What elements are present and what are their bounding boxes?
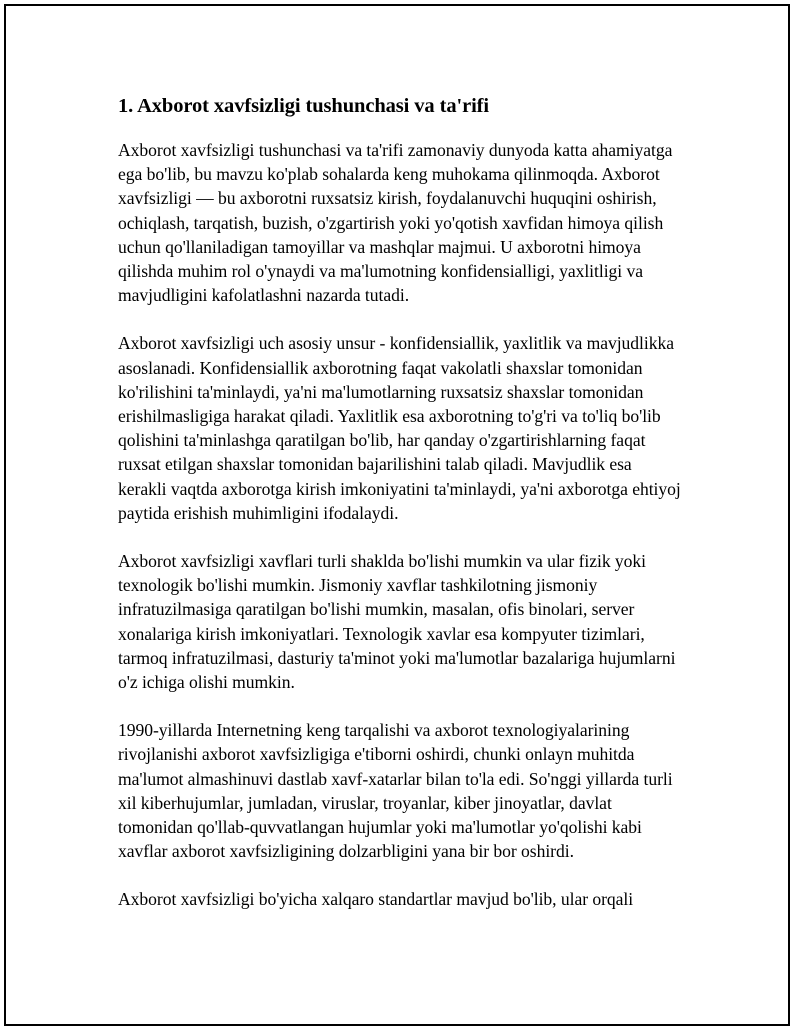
document-body <box>118 92 684 936</box>
paragraph: Axborot xavfsizligi xavflari turli shaklda bo'lishi mumkin va ular fizik yoki texnologik bo'lishi mumkin. Jismoniy xavflar tashkilotning jismoniy infratuzilmasiga qaratilgan bo'lishi mumkin, masalan, ofis binolari, server xonalariga kirish imkoniyatlari. Texnologik xavlar esa kompyuter tizimlari, tarmoq infratuzilmasi, dasturiy ta'minot yoki ma'lumotlar bazalariga hujumlarni o'z ichiga olishi mumkin. <box>118 551 676 693</box>
paragraph: 1990-yillarda Internetning keng tarqalishi va axborot texnologiyalarining rivojlanishi axborot xavfsizligiga e'tiborni oshirdi, chunki onlayn muhitda ma'lumot almashinuvi dastlab xavf-xatarlar bilan to'la edi. So'nggi yillarda turli xil kiberhujumlar, jumladan, viruslar, troyanlar, kiber jinoyatlar, davlat tomonidan qo'llab-quvvatlangan hujumlar yoki ma'lumotlar yo'qolishi kabi xavflar axborot xavfsizligining dolzarbligini yana bir bor oshirdi. <box>118 720 673 862</box>
paragraph: Axborot xavfsizligi uch asosiy unsur - konfidensiallik, yaxlitlik va mavjudlikka asoslanadi. Konfidensiallik axborotning faqat vakolatli shaxslar tomonidan ko'rilishini ta'minlaydi, ya'ni ma'lumotlarning ruxsatsiz shaxslar tomonidan erishilmasligiga harakat qiladi. Yaxlitlik esa axborotning to'g'ri va to'liq bo'lib qolishini ta'minlashga qaratilgan bo'lib, har qanday o'zgartirishlarning faqat ruxsat etilgan shaxslar tomonidan bajarilishini talab qiladi. Mavjudlik esa kerakli vaqtda axborotga kirish imkoniyatini ta'minlaydi, ya'ni axborotga ehtiyoj paytida erishish muhimligini ifodalaydi. <box>118 333 681 523</box>
paragraph: Axborot xavfsizligi bo'yicha xalqaro standartlar mavjud bo'lib, ular orqali <box>118 889 634 910</box>
section-heading: 1. Axborot xavfsizligi tushunchasi va ta'rifi <box>118 95 489 117</box>
paragraph: Axborot xavfsizligi tushunchasi va ta'rifi zamonaviy dunyoda katta ahamiyatga ega bo'lib, bu mavzu ko'plab sohalarda keng muhokama qilinmoqda. Axborot xavfsizligi — bu axborotni ruxsatsiz kirish, foydalanuvchi huquqini oshirish, ochiqlash, tarqatish, buzish, o'zgartirish yoki yo'qotish xavfidan himoya qilish uchun qo'llaniladigan tamoyillar va mashqlar majmui. U axborotni himoya qilishda muhim rol o'ynaydi va ma'lumotning konfidensialligi, yaxlitligi va mavjudligini kafolatlashni nazarda tutadi. <box>118 140 673 306</box>
